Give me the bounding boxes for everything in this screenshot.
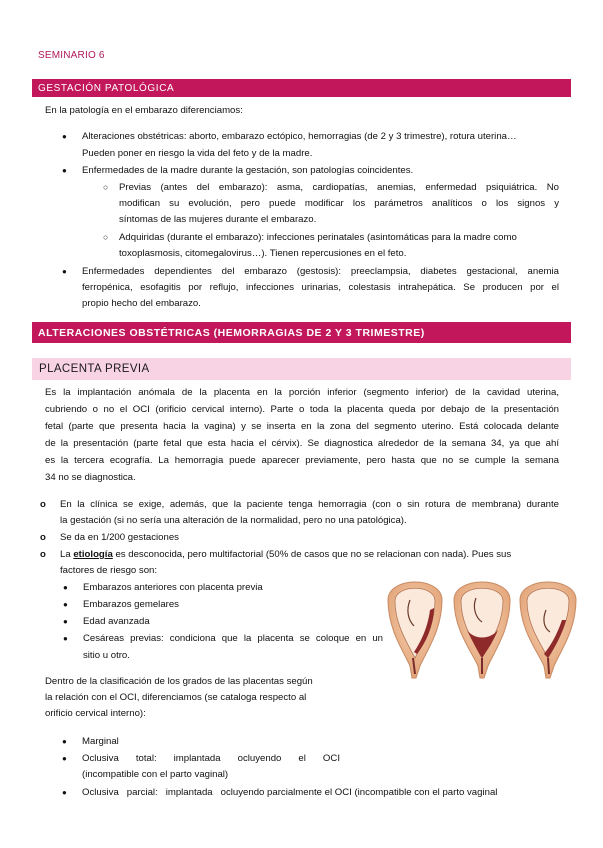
risk-item: Embarazos gemelares [83, 599, 179, 610]
para-line: es la tercera ecografía. La hemorragia puede aparecer previamente, pero hasta que no se cumple la semana [45, 455, 559, 466]
uterus-marginal [388, 582, 442, 678]
risk-cesareas-line2: sitio u otro. [83, 650, 130, 661]
risk-cesareas-line1: Cesáreas previas: condiciona que la placenta se coloque en un [83, 633, 383, 644]
section-title-gestacion: GESTACIÓN PATOLÓGICA [32, 79, 571, 97]
bullet-icon: ● [62, 132, 67, 141]
para-line: 34 no se diagnostica. [45, 472, 136, 483]
grade-total-line1 [82, 751, 340, 766]
word: total: [135, 753, 157, 764]
risk-item: Edad avanzada [83, 616, 150, 627]
circle-bullet-icon: ○ [103, 182, 109, 192]
bullet-enfermedades-madre: Enfermedades de la madre durante la gestación, son patologías coincidentes. [82, 165, 414, 176]
etiologia-post: es desconocida, pero multifactorial (50% de casos que no se relacionan con nada). Pues sus [112, 549, 512, 560]
bullet-icon: ● [63, 617, 68, 626]
para-line: Es la implantación anómala de la placenta en la porción inferior (segmento inferior) de la cavidad uterina, [45, 387, 559, 398]
sub-previas-line2: modifican su evolución, pero puede modificar los parámetros analíticos o los signos y [119, 198, 559, 209]
para-line: de la presentación (parte fetal que esta hacia el cérvix). Se diagnostica alrededor de la semana 34, ya que ahí [45, 438, 559, 449]
bullet-icon: ● [62, 166, 67, 175]
risk-item: Embarazos anteriores con placenta previa [83, 582, 263, 593]
frecuencia-text: Se da en 1/200 gestaciones [60, 532, 179, 543]
etiologia-line1 [60, 547, 559, 562]
word: implantada [173, 753, 221, 764]
classif-line3: orificio cervical interno): [45, 708, 146, 719]
clinica-line2: la gestación (si no sería una alteración de la normalidad, pero no una patológica). [60, 515, 407, 526]
uterus-parcial [520, 582, 576, 678]
o-bullet-icon: o [40, 532, 46, 543]
section-title-alteraciones: ALTERACIONES OBSTÉTRICAS (HEMORRAGIAS DE 2 Y 3 TRIMESTRE) [32, 322, 571, 343]
o-bullet-icon: o [40, 499, 46, 510]
bullet-gestosis-line1: Enfermedades dependientes del embarazo (gestosis): preeclampsia, diabetes gestacional, anemia [82, 266, 559, 277]
intro-text: En la patología en el embarazo diferenciamos: [45, 105, 243, 116]
grade-parcial: Oclusiva parcial: implantada ocluyendo parcialmente el OCI (incompatible con el parto vaginal [82, 787, 498, 798]
o-bullet-icon: o [40, 549, 46, 560]
word: OCI [322, 753, 340, 764]
uterus-total [454, 582, 510, 678]
grade-marginal: Marginal [82, 736, 119, 747]
bullet-icon: ● [63, 600, 68, 609]
word: ocluyendo [237, 753, 282, 764]
circle-bullet-icon: ○ [103, 232, 109, 242]
etiologia-line2: factores de riesgo son: [60, 565, 158, 576]
bullet-icon: ● [62, 267, 67, 276]
section-title-placenta-previa: PLACENTA PREVIA [32, 358, 571, 380]
bullet-alteraciones-line1: Alteraciones obstétricas: aborto, embarazo ectópico, hemorragias (de 2 y 3 trimestre), rotura uterina… [82, 131, 517, 142]
etiologia-term: etiología [73, 549, 113, 560]
bullet-gestosis-line2: ferropénica, esofagitis por reflujo, infecciones urinarias, colestasis intrahepática. Se producen por el [82, 282, 559, 293]
para-line: cubriendo o no el OCI (orificio cervical interno). Parte o toda la placenta queda por debajo de la presentación [45, 404, 559, 415]
grade-total-line2: (incompatible con el parto vaginal) [82, 769, 229, 780]
bullet-icon: ● [63, 634, 68, 643]
bullet-icon: ● [62, 754, 67, 763]
bullet-icon: ● [62, 788, 67, 797]
sub-adquiridas-line1: Adquiridas (durante el embarazo): infecciones perinatales (asintomáticas para la madre como [119, 232, 517, 243]
placenta-illustration [384, 570, 580, 680]
bullet-icon: ● [63, 583, 68, 592]
classif-line2: la relación con el OCI, diferenciamos (se cataloga respecto al [45, 692, 307, 703]
sub-previas-line1: Previas (antes del embarazo): asma, cardiopatías, anemias, enfermedad psiquiátrica. No [119, 182, 559, 193]
bullet-alteraciones-line2: Pueden poner en riesgo la vida del feto y de la madre. [82, 148, 313, 159]
etiologia-pre: La [60, 549, 74, 560]
seminar-label: SEMINARIO 6 [38, 50, 105, 61]
clinica-line1: En la clínica se exige, además, que la paciente tenga hemorragia (con o sin rotura de membrana) durante [60, 499, 559, 510]
para-line: fetal (parte que presenta hacia la vagina) y se inserta en la zona del segmento uterino. Está colocada delante [45, 421, 559, 432]
word: Oclusiva [82, 753, 119, 764]
sub-adquiridas-line2: toxoplasmosis, citomegalovirus…). Tienen repercusiones en el feto. [119, 248, 407, 259]
sub-previas-line3: síntomas de las mujeres durante el embarazo. [119, 214, 317, 225]
classif-line1: Dentro de la clasificación de los grados de las placentas según [45, 676, 313, 687]
bullet-icon: ● [62, 737, 67, 746]
bullet-gestosis-line3: propio hecho del embarazo. [82, 298, 201, 309]
word: el [298, 753, 306, 764]
